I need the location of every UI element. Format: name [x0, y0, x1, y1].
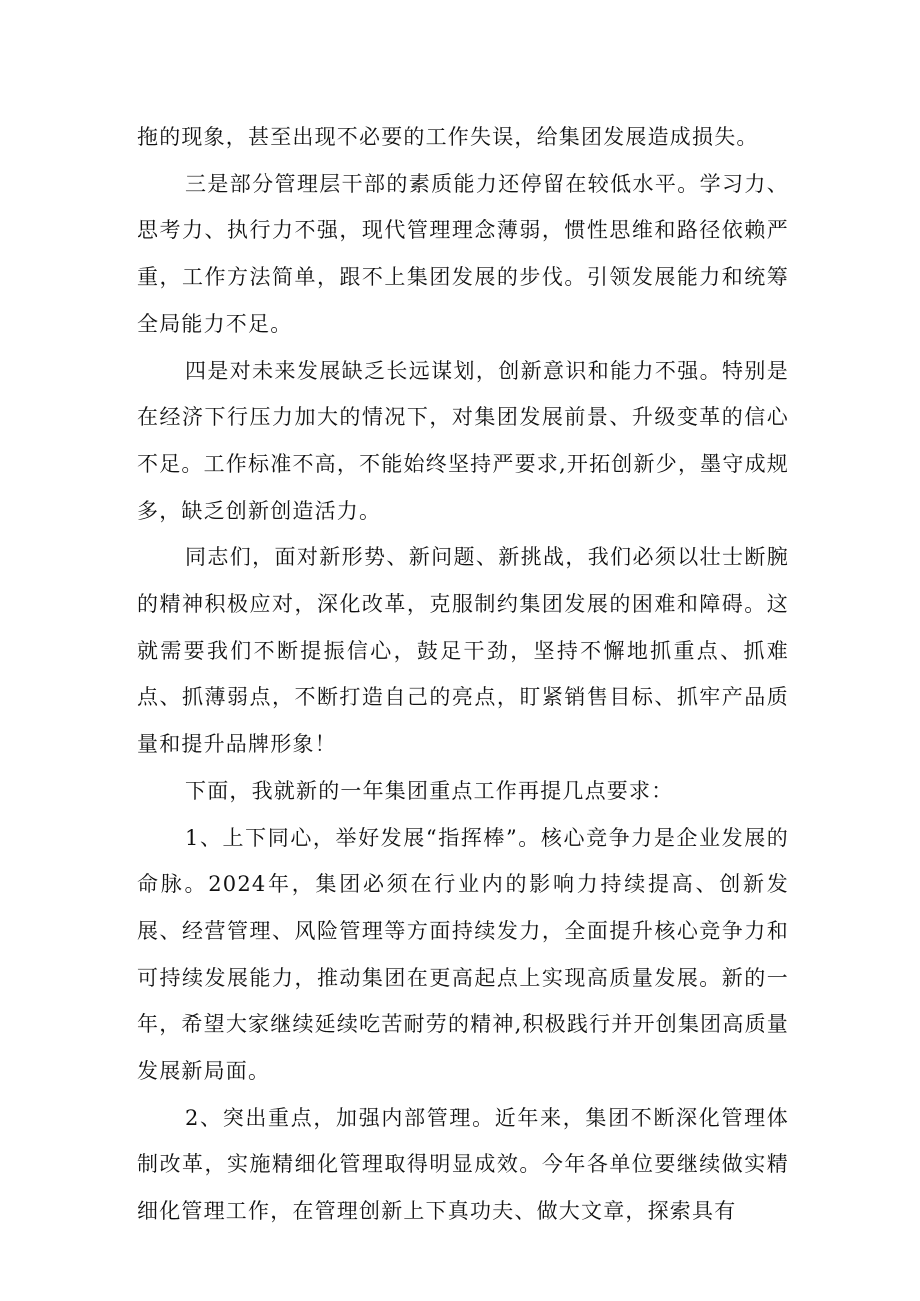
paragraph-point-four: 四是对未来发展缺乏长远谋划，创新意识和能力不强。特别是在经济下行压力加大的情况下，对集团发展前景、升级变革的信心不足。工作标准不高，不能始终坚持严要求,开拓创新少，墨守成规多，缺乏创新创造活力。 — [137, 358, 789, 523]
paragraph-point-three: 三是部分管理层干部的素质能力还停留在较低水平。学习力、思考力、执行力不强，现代管理理念薄弱，惯性思维和路径依赖严重，工作方法简单，跟不上集团发展的步伐。引领发展能力和统筹全局能力不足。 — [137, 171, 789, 336]
paragraph-requirement-one: 1、上下同心，举好发展“指挥棒”。核心竞争力是企业发展的命脉。2024年，集团必须在行业内的影响力持续提高、创新发展、经营管理、风险管理等方面持续发力，全面提升核心竞争力和可持续发展能力，推动集团在更高起点上实现高质量发展。新的一年，希望大家继续延续吃苦耐劳的精神,积极践行并开创集团高质量发展新局面。 — [137, 825, 789, 1084]
document-body — [137, 114, 789, 1235]
paragraph-continuation: 拖的现象，甚至出现不必要的工作失误，给集团发展造成损失。 — [137, 125, 759, 149]
paragraph-comrades: 同志们，面对新形势、新问题、新挑战，我们必须以壮士断腕的精神积极应对，深化改革，克服制约集团发展的困难和障碍。这就需要我们不断提振信心，鼓足干劲，坚持不懈地抓重点、抓难点、抓薄弱点，不断打造自己的亮点，盯紧销售目标、抓牢产品质量和提升品牌形象！ — [137, 545, 789, 757]
paragraph-requirements-intro: 下面，我就新的一年集团重点工作再提几点要求： — [185, 778, 674, 803]
paragraph-requirement-two: 2、突出重点，加强内部管理。近年来，集团不断深化管理体制改革，实施精细化管理取得明显成效。今年各单位要继续做实精细化管理工作，在管理创新上下真功夫、做大文章，探索具有 — [137, 1105, 789, 1224]
